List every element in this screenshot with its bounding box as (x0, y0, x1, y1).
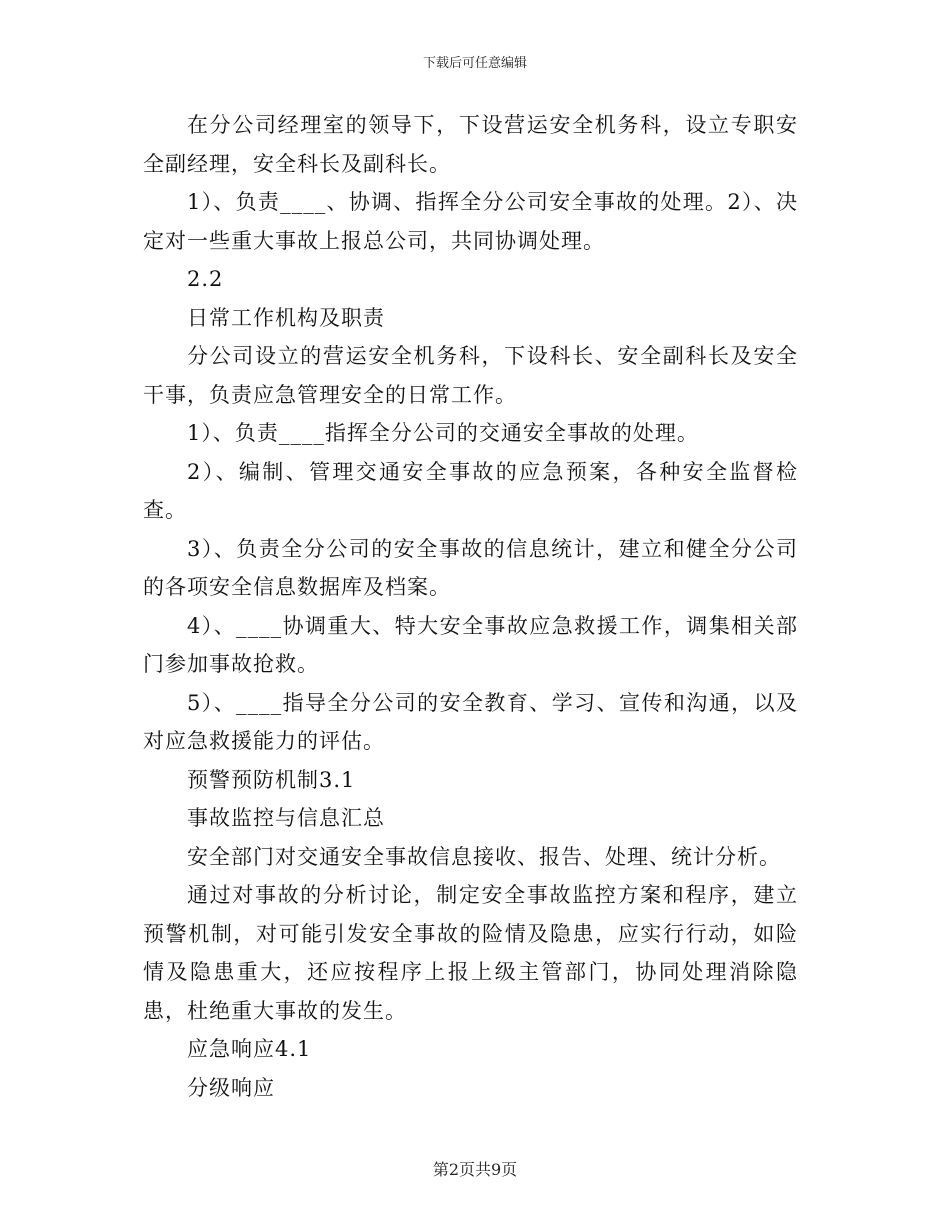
paragraph-duty-leadership: 1）、负责____、协调、指挥全分公司安全事故的处理。2）、决定对一些重大事故上报总公司，共同协调处理。 (143, 190, 798, 253)
list-item-duty-3: 3）、负责全分公司的安全事故的信息统计，建立和健全分公司的各项安全信息数据库及档案。 (143, 536, 798, 599)
page-header: 下载后可任意编辑 (422, 56, 527, 71)
page-number-footer: 第2页共9页 (432, 1160, 518, 1179)
list-item-duty-4: 4）、____协调重大、特大安全事故应急救援工作，调集相关部门参加事故抢救。 (143, 613, 798, 676)
section-heading-warning: 预警预防机制3.1 (187, 767, 356, 792)
document-body (143, 106, 798, 1107)
list-item-duty-1: 1）、负责____指挥全分公司的交通安全事故的处理。 (187, 421, 699, 445)
section-heading-monitoring: 事故监控与信息汇总 (187, 806, 385, 830)
list-item-duty-2: 2）、编制、管理交通安全事故的应急预案，各种安全监督检查。 (143, 459, 798, 522)
paragraph-warning-mechanism: 通过对事故的分析讨论，制定安全事故监控方案和程序，建立预警机制，对可能引发安全事故的险情及隐患，应实行行动，如险情及隐患重大，还应按程序上报上级主管部门，协同处理消除隐患，杜绝重大事故的发生。 (143, 883, 798, 1023)
section-heading-daily-org: 日常工作机构及职责 (187, 305, 385, 330)
paragraph-org-structure: 在分公司经理室的领导下，下设营运安全机务科，设立专职安全副经理，安全科长及副科长。 (143, 113, 798, 176)
list-item-duty-5: 5）、____指导全分公司的安全教育、学习、宣传和沟通，以及对应急救援能力的评估。 (143, 690, 798, 753)
section-heading-graded-response: 分级响应 (187, 1075, 275, 1100)
paragraph-monitoring: 安全部门对交通安全事故信息接收、报告、处理、统计分析。 (187, 844, 781, 869)
paragraph-daily-org: 分公司设立的营运安全机务科，下设科长、安全副科长及安全干事，负责应急管理安全的日常工作。 (143, 344, 798, 407)
section-number-2-2: 2.2 (187, 267, 224, 291)
section-heading-response: 应急响应4.1 (187, 1037, 312, 1061)
